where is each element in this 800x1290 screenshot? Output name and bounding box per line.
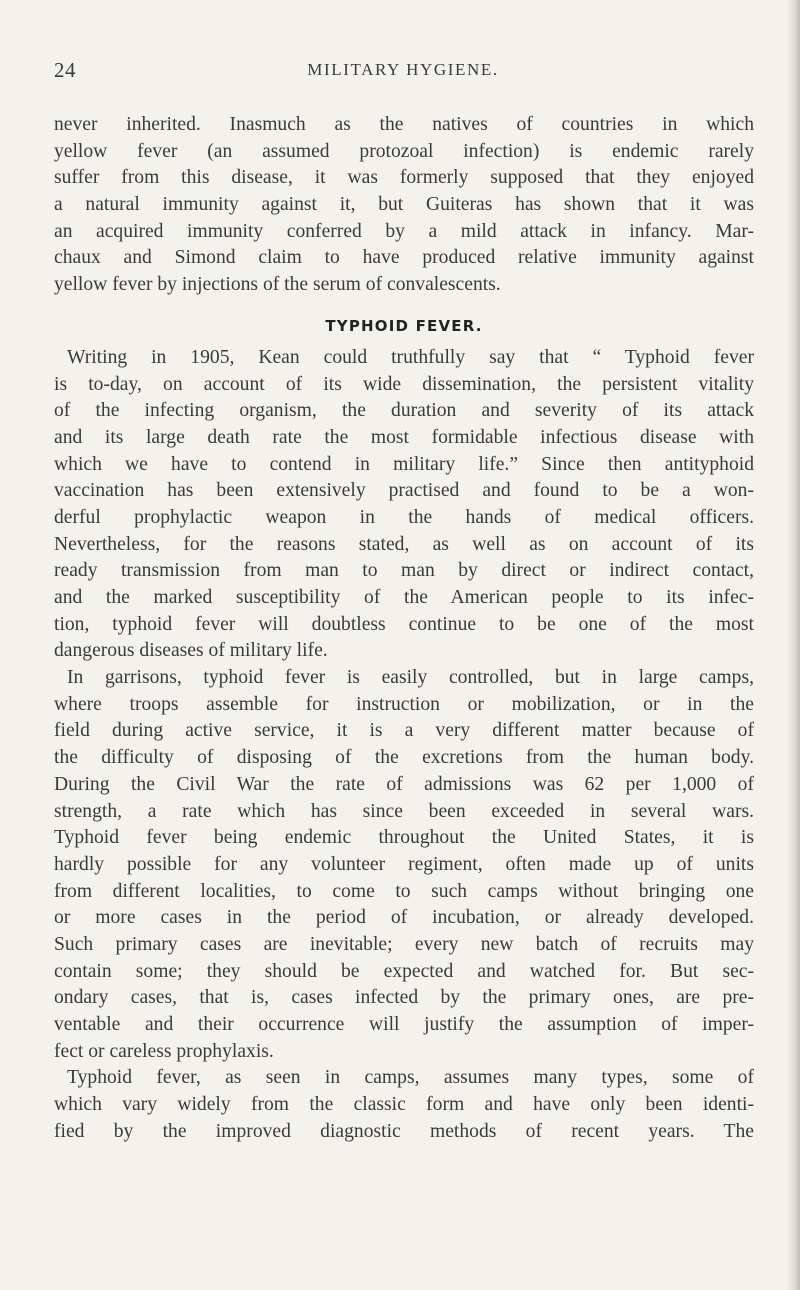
text-line: derful prophylactic weapon in the hands of medical officers. <box>54 506 754 528</box>
running-head: MILITARY HYGIENE. <box>307 60 499 79</box>
text-line: vaccination has been extensively practised and found to be a won- <box>54 480 754 502</box>
text-line: ready transmission from man to man by direct or indirect contact, <box>54 560 754 582</box>
text-line: the difficulty of disposing of the excretions from the human body. <box>54 747 754 769</box>
text-line: In garrisons, typhoid fever is easily controlled, but in large camps, <box>67 667 754 689</box>
text-line: Writing in 1905, Kean could truthfully say that “ Typhoid fever <box>67 346 754 368</box>
text-line: Typhoid fever, as seen in camps, assumes many types, some of <box>67 1067 754 1089</box>
paragraph-yellow-fever-immunity <box>54 112 754 299</box>
text-line: is to-day, on account of its wide dissemination, the persistent vitality <box>54 373 754 395</box>
text-line: field during active service, it is a very different matter because of <box>54 720 754 742</box>
text-line: contain some; they should be expected and watched for. But sec- <box>54 960 754 982</box>
text-line: ventable and their occurrence will justify the assumption of imper- <box>54 1014 754 1035</box>
text-line: tion, typhoid fever will doubtless continue to be one of the most <box>54 613 754 635</box>
text-line: suffer from this disease, it was formerly supposed that they enjoyed <box>54 167 754 189</box>
text-line: dangerous diseases of military life. <box>54 640 328 662</box>
section-heading: TYPHOID FEVER. <box>325 316 483 335</box>
text-line: hardly possible for any volunteer regiment, often made up of units <box>54 853 754 875</box>
text-line: from different localities, to come to such camps without bringing one <box>54 880 754 902</box>
text-line: chaux and Simond claim to have produced relative immunity against <box>54 247 754 269</box>
text-line: yellow fever (an assumed protozoal infection) is endemic rarely <box>54 140 754 162</box>
paragraph-garrisons-and-camps <box>54 665 754 1065</box>
text-line: and the marked susceptibility of the American people to its infec- <box>54 587 754 608</box>
paragraph-typhoid-types <box>54 1065 754 1145</box>
text-line: Such primary cases are inevitable; every new batch of recruits may <box>54 933 754 955</box>
text-line: which vary widely from the classic form and have only been identi- <box>54 1094 754 1116</box>
text-line: yellow fever by injections of the serum of convalescents. <box>54 274 501 296</box>
paragraph-typhoid-intro <box>54 345 754 665</box>
text-line: or more cases in the period of incubation, or already developed. <box>54 907 754 929</box>
text-line: Nevertheless, for the reasons stated, as well as on account of its <box>54 533 754 555</box>
page-edge-shadow <box>786 0 800 1290</box>
text-line: fied by the improved diagnostic methods of recent years. The <box>54 1120 754 1142</box>
text-line: fect or careless prophylaxis. <box>54 1040 274 1062</box>
page-header <box>54 58 752 88</box>
text-line: ondary cases, that is, cases infected by the primary ones, are pre- <box>54 987 754 1009</box>
body-text <box>54 112 754 1145</box>
text-line: a natural immunity against it, but Guiteras has shown that it was <box>54 194 754 216</box>
text-line: During the Civil War the rate of admissions was 62 per 1,000 of <box>54 773 754 795</box>
text-line: Typhoid fever being endemic throughout the United States, it is <box>54 827 754 849</box>
text-line: which we have to contend in military life.” Since then antityphoid <box>54 453 754 475</box>
text-line: strength, a rate which has since been exceeded in several wars. <box>54 800 754 822</box>
text-line: an acquired immunity conferred by a mild attack in infancy. Mar- <box>54 220 754 242</box>
text-line: and its large death rate the most formidable infectious disease with <box>54 426 754 448</box>
page-number: 24 <box>54 58 76 82</box>
text-line: of the infecting organism, the duration and severity of its attack <box>54 400 754 422</box>
text-line: never inherited. Inasmuch as the natives of countries in which <box>54 114 754 135</box>
text-line: where troops assemble for instruction or mobilization, or in the <box>54 693 754 715</box>
